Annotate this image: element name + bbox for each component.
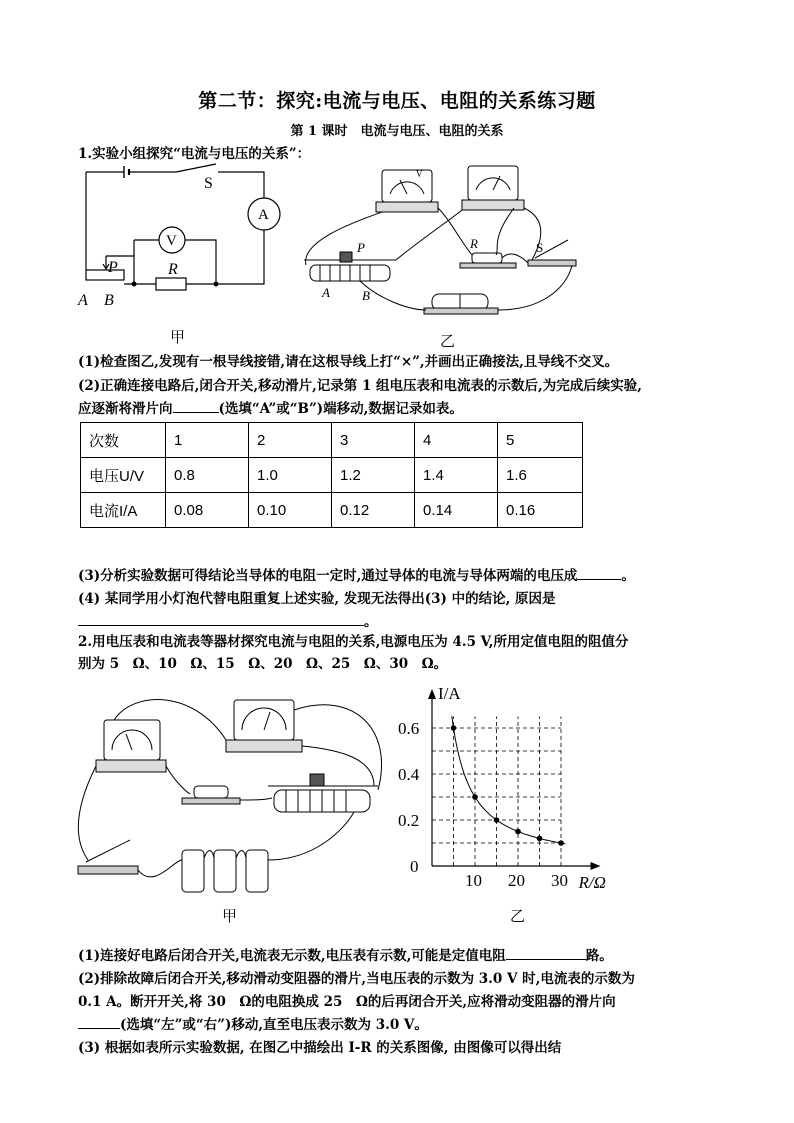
x-axis-arrow xyxy=(591,862,601,870)
q1-figure-label-yi: 乙 xyxy=(440,332,456,350)
q2-part1: (1)连接好电路后闭合开关,电流表无示数,电压表有示数,可能是定值电阻 路。 xyxy=(78,948,613,964)
table-cell: 次数 xyxy=(81,423,166,458)
answer-blank[interactable] xyxy=(577,567,621,580)
table-cell: 2 xyxy=(249,423,332,458)
svg-text:B: B xyxy=(362,288,370,303)
x-tick-label: 20 xyxy=(508,871,525,890)
table-cell: 0.8 xyxy=(166,458,249,493)
chart-grid xyxy=(432,717,561,867)
table-cell: 1.6 xyxy=(498,458,583,493)
q1-part2-line2: 应逐渐将滑片向 (选填“A”或“B”)端移动,数据记录如表。 xyxy=(78,401,463,417)
data-point xyxy=(558,840,564,846)
end-a-label: A xyxy=(78,292,88,309)
q1-part3: (3)分析实验数据可得结论当导体的电阻一定时,通过导体的电流与导体两端的电压成 。 xyxy=(78,568,635,584)
q2-part2-line3: (选填“左”或“右”)移动,直至电压表示数为 3.0 V。 xyxy=(78,1013,428,1033)
slider-label: P xyxy=(108,259,118,276)
svg-text:R: R xyxy=(470,236,478,251)
apparatus-illustration xyxy=(300,160,585,325)
table-row xyxy=(81,458,583,493)
x-axis-label: R/Ω xyxy=(578,873,606,892)
x-tick-label: 10 xyxy=(465,871,482,890)
page-subtitle: 第 1 课时 电流与电压、电阻的关系 xyxy=(290,124,504,139)
table-row xyxy=(81,493,583,528)
y-axis-label: I/A xyxy=(438,684,461,703)
table-cell: 0.12 xyxy=(332,493,415,528)
table-cell: 电压U/V xyxy=(81,458,166,493)
table-cell: 0.10 xyxy=(249,493,332,528)
table-cell: 0.14 xyxy=(415,493,498,528)
table-cell: 1 xyxy=(166,423,249,458)
table-cell: 1.4 xyxy=(415,458,498,493)
i-r-chart xyxy=(396,670,646,900)
i-r-curve xyxy=(452,716,566,844)
answer-blank[interactable] xyxy=(78,1016,120,1029)
svg-text:P: P xyxy=(357,240,365,255)
y-tick-label: 0.2 xyxy=(398,811,420,830)
table-cell: 0.16 xyxy=(498,493,583,528)
q1-part4-cont: 。 xyxy=(78,610,378,630)
data-point xyxy=(472,794,478,800)
q1-stem: 1.实验小组探究“电流与电压的关系”： xyxy=(78,146,311,162)
apparatus-illustration-2 xyxy=(74,690,394,900)
q1-figure-label-jia: 甲 xyxy=(170,328,186,346)
end-b-label: B xyxy=(104,292,114,309)
table-header-row xyxy=(81,423,583,458)
ammeter-label: A xyxy=(258,207,269,223)
y-tick-label: 0.6 xyxy=(398,719,420,738)
data-table xyxy=(80,422,583,528)
table-cell: 1.0 xyxy=(249,458,332,493)
x-tick-label: 30 xyxy=(551,871,568,890)
table-cell: 4 xyxy=(415,423,498,458)
svg-text:V: V xyxy=(416,169,423,179)
q2-figure-label-yi: 乙 xyxy=(510,907,526,925)
table-cell: 1.2 xyxy=(332,458,415,493)
q1-part1: (1)检查图乙,发现有一根导线接错,请在这根导线上打“×”,并画出正确接法,且导线不交叉。 xyxy=(78,354,619,370)
y-axis-arrow xyxy=(428,689,436,699)
table-cell: 电流I/A xyxy=(81,493,166,528)
answer-blank[interactable] xyxy=(173,400,219,413)
resistor-label: R xyxy=(168,261,178,278)
table-cell: 0.08 xyxy=(166,493,249,528)
origin-label: 0 xyxy=(410,857,419,876)
q2-part3: (3) 根据如表所示实验数据, 在图乙中描绘出 I-R 的关系图像, 由图像可以得出结 xyxy=(78,1040,562,1056)
answer-blank[interactable] xyxy=(78,613,364,626)
q2-figure-label-jia: 甲 xyxy=(222,907,238,925)
q2-part2-line2: 0.1 A。断开开关,将 30 Ω的电阻换成 25 Ω的后再闭合开关,应将滑动变阻器的滑片向 xyxy=(78,994,616,1010)
y-tick-label: 0.4 xyxy=(398,765,420,784)
data-point xyxy=(537,836,543,842)
data-point xyxy=(451,725,457,731)
data-point xyxy=(494,817,500,823)
page-title: 第二节：探究:电流与电压、电阻的关系练习题 xyxy=(198,90,596,112)
switch-label: S xyxy=(204,175,213,192)
q2-stem-line1: 2.用电压表和电流表等器材探究电流与电阻的关系,电源电压为 4.5 V,所用定值电阻的阻值分 xyxy=(78,634,629,650)
q2-part2-line1: (2)排除故障后闭合开关,移动滑动变阻器的滑片,当电压表的示数为 3.0 V 时,电流表的示数为 xyxy=(78,971,635,987)
data-point xyxy=(515,829,521,835)
svg-text:A: A xyxy=(322,285,330,300)
table-cell: 3 xyxy=(332,423,415,458)
q1-part2-line1: (2)正确连接电路后,闭合开关,移动滑片,记录第 1 组电压表和电流表的示数后,为完成后续实验, xyxy=(78,378,642,394)
table-cell: 5 xyxy=(498,423,583,458)
q2-stem-line2: 别为 5 Ω、10 Ω、15 Ω、20 Ω、25 Ω、30 Ω。 xyxy=(78,656,448,672)
svg-text:S: S xyxy=(536,240,544,255)
q1-part4: (4) 某同学用小灯泡代替电阻重复上述实验, 发现无法得出(3) 中的结论, 原因是 xyxy=(78,591,556,607)
voltmeter-label: V xyxy=(166,233,177,249)
circuit-diagram xyxy=(76,160,286,315)
answer-blank[interactable] xyxy=(506,947,586,960)
